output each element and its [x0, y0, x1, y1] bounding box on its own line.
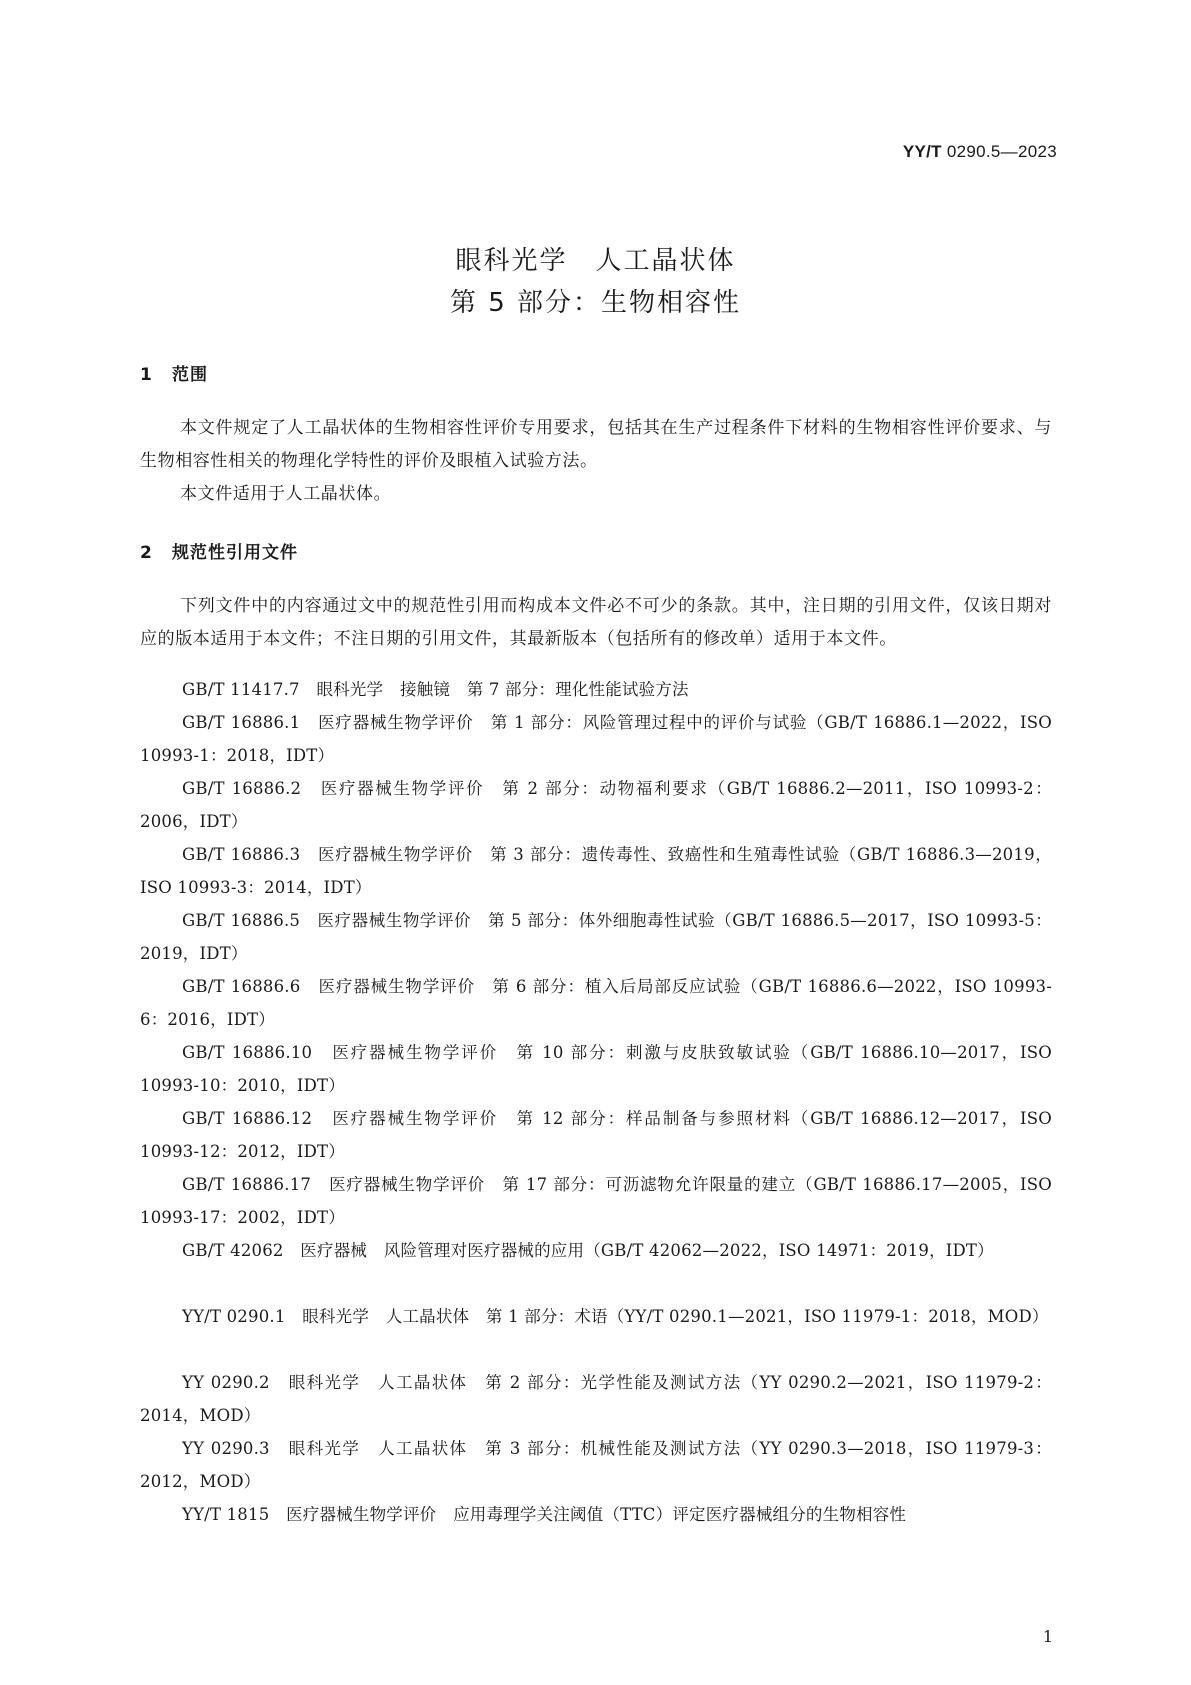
section-title: 范围 [172, 365, 208, 385]
section-1-heading [140, 360, 208, 385]
reference-item: GB/T 42062 医疗器械 风险管理对医疗器械的应用（GB/T 42062—2022，ISO 14971：2019，IDT） [182, 1241, 994, 1260]
standard-number [903, 142, 1057, 162]
section-2-heading [140, 538, 298, 563]
section-number: 1 [140, 365, 153, 385]
reference-item: GB/T 16886.5 医疗器械生物学评价 第 5 部分：体外细胞毒性试验（GB/T 16886.5—2017，ISO 10993-5：2019，IDT） [140, 911, 1052, 963]
document-title-line-1: 眼科光学 人工晶状体 [455, 246, 736, 276]
section-title: 规范性引用文件 [172, 543, 298, 563]
normative-intro-paragraph: 下列文件中的内容通过文中的规范性引用而构成本文件必不可少的条款。其中，注日期的引用文件，仅该日期对应的版本适用于本文件；不注日期的引用文件，其最新版本（包括所有的修改单）适用于本文件。 [140, 596, 1052, 649]
reference-item: GB/T 16886.17 医疗器械生物学评价 第 17 部分：可沥滤物允许限量的建立（GB/T 16886.17—2005，ISO 10993-17：2002，IDT） [140, 1175, 1052, 1227]
reference-item: GB/T 16886.1 医疗器械生物学评价 第 1 部分：风险管理过程中的评价与试验（GB/T 16886.1—2022，ISO 10993-1：2018，IDT） [140, 713, 1052, 765]
reference-item: GB/T 16886.12 医疗器械生物学评价 第 12 部分：样品制备与参照材料（GB/T 16886.12—2017，ISO 10993-12：2012，IDT） [140, 1109, 1052, 1161]
reference-item: YY 0290.3 眼科光学 人工晶状体 第 3 部分：机械性能及测试方法（YY 0290.3—2018，ISO 11979-3：2012，MOD） [140, 1439, 1052, 1491]
section-number: 2 [140, 543, 153, 563]
reference-item: GB/T 16886.6 医疗器械生物学评价 第 6 部分：植入后局部反应试验（GB/T 16886.6—2022，ISO 10993-6：2016，IDT） [140, 977, 1052, 1029]
standard-prefix: YY/T [902, 142, 942, 161]
reference-item: YY/T 0290.1 眼科光学 人工晶状体 第 1 部分：术语（YY/T 0290.1—2021，ISO 11979-1：2018，MOD） [182, 1307, 1049, 1326]
reference-item: GB/T 16886.3 医疗器械生物学评价 第 3 部分：遗传毒性、致癌性和生殖毒性试验（GB/T 16886.3—2019，ISO 10993-3：2014，IDT） [140, 845, 1052, 897]
reference-item: GB/T 11417.7 眼科光学 接触镜 第 7 部分：理化性能试验方法 [182, 680, 689, 699]
scope-paragraph-2: 本文件适用于人工晶状体。 [180, 484, 392, 504]
standard-code: 0290.5—2023 [946, 142, 1057, 161]
reference-item: YY/T 1815 医疗器械生物学评价 应用毒理学关注阈值（TTC）评定医疗器械组分的生物相容性 [182, 1505, 907, 1524]
reference-item: GB/T 16886.2 医疗器械生物学评价 第 2 部分：动物福利要求（GB/T 16886.2—2011，ISO 10993-2：2006，IDT） [140, 779, 1052, 831]
reference-item: YY 0290.2 眼科光学 人工晶状体 第 2 部分：光学性能及测试方法（YY 0290.2—2021，ISO 11979-2：2014，MOD） [140, 1373, 1052, 1425]
page-number: 1 [1042, 1627, 1053, 1646]
scope-paragraph-1: 本文件规定了人工晶状体的生物相容性评价专用要求，包括其在生产过程条件下材料的生物相容性评价要求、与生物相容性相关的物理化学特性的评价及眼植入试验方法。 [140, 418, 1052, 471]
reference-item: GB/T 16886.10 医疗器械生物学评价 第 10 部分：刺激与皮肤致敏试验（GB/T 16886.10—2017，ISO 10993-10：2010，IDT） [140, 1043, 1052, 1095]
document-title-line-2: 第 5 部分：生物相容性 [449, 288, 742, 318]
